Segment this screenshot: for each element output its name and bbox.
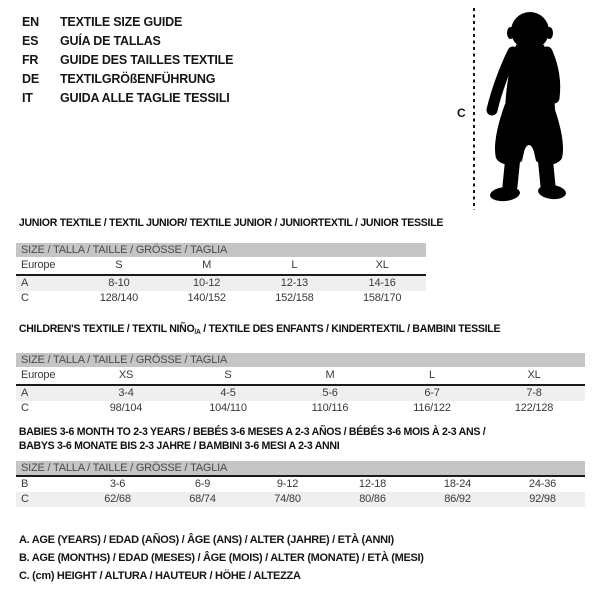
table-row xyxy=(16,386,585,401)
row-value: 152/158 xyxy=(275,292,314,304)
baby-silhouette-icon xyxy=(483,8,568,208)
row-value: 3-4 xyxy=(118,387,134,399)
row-value: 92/98 xyxy=(529,493,556,505)
table-row xyxy=(16,401,585,416)
row-label: Europe xyxy=(21,369,56,381)
row-label: C xyxy=(21,493,29,505)
footnote-a: A. AGE (YEARS) / EDAD (AÑOS) / ÂGE (ANS) / ALTER (JAHRE) / ETÀ (ANNI) xyxy=(19,534,394,546)
row-value: 140/152 xyxy=(187,292,226,304)
size-table-children xyxy=(16,318,585,416)
height-measure-dotted-line xyxy=(473,8,475,210)
language-row xyxy=(22,12,233,31)
language-code: EN xyxy=(22,14,39,29)
language-title: GUIDE DES TAILLES TEXTILE xyxy=(60,52,234,67)
table-title: JUNIOR TEXTILE / TEXTIL JUNIOR/ TEXTILE JUNIOR / JUNIORTEXTIL / JUNIOR TESSILE xyxy=(18,217,444,229)
language-title: TEXTILE SIZE GUIDE xyxy=(60,14,183,29)
row-value: 110/116 xyxy=(311,402,349,414)
height-measure-label: C xyxy=(457,106,466,120)
language-code: FR xyxy=(22,52,39,67)
language-title: TEXTILGRÖßENFÜHRUNG xyxy=(60,71,216,86)
table-rows xyxy=(16,367,585,416)
row-value: 9-12 xyxy=(276,478,299,490)
row-value: 128/140 xyxy=(99,292,139,304)
row-value: L xyxy=(291,259,298,271)
footnote-c: C. (cm) HEIGHT / ALTURA / HAUTEUR / HÖHE / ALTEZZA xyxy=(19,570,301,582)
size-header-bar: SIZE / TALLA / TAILLE / GRÖSSE / TAGLIA xyxy=(16,353,585,367)
language-code: IT xyxy=(22,90,33,105)
row-value: 98/104 xyxy=(109,402,143,414)
language-row xyxy=(22,69,233,88)
row-value: 24-36 xyxy=(528,478,557,490)
row-value: M xyxy=(202,259,212,271)
table-row xyxy=(16,477,585,492)
table-title: BABIES 3-6 MONTH TO 2-3 YEARS / BEBÉS 3-6 MESES A 2-3 AÑOS / BÉBÉS 3-6 MOIS À 2-3 ANS / BABYS 3-6 MONATE BIS 2-3 JAHRE / BAMBINI 3-6 MESI A 2-3 ANNI xyxy=(18,426,486,452)
row-value: 158/170 xyxy=(362,292,402,304)
language-code: DE xyxy=(22,71,39,86)
row-value: 6-9 xyxy=(194,478,211,490)
row-value: XS xyxy=(118,369,134,381)
row-value: 12-18 xyxy=(358,478,387,490)
row-label: Europe xyxy=(21,259,56,271)
row-value: 104/110 xyxy=(209,402,247,414)
row-value: 3-6 xyxy=(109,478,126,490)
row-value: 80/86 xyxy=(359,493,386,505)
language-list xyxy=(22,12,233,107)
row-label: B xyxy=(21,478,29,490)
row-value: 6-7 xyxy=(424,387,440,399)
footnote-b: B. AGE (MONTHS) / EDAD (MESES) / ÂGE (MOIS) / ALTER (MONATE) / ETÀ (MESI) xyxy=(19,552,424,564)
row-label: C xyxy=(21,292,29,304)
row-value: XL xyxy=(527,369,541,381)
size-table-babies xyxy=(16,421,585,507)
row-value: L xyxy=(429,369,435,381)
row-value: 86/92 xyxy=(444,493,471,505)
table-row xyxy=(16,257,426,274)
size-header-bar: SIZE / TALLA / TAILLE / GRÖSSE / TAGLIA xyxy=(16,461,585,475)
row-value: 68/74 xyxy=(189,493,216,505)
table-row xyxy=(16,367,585,384)
row-value: 12-13 xyxy=(280,277,308,289)
row-value: 7-8 xyxy=(526,387,542,399)
language-row xyxy=(22,50,233,69)
table-row xyxy=(16,276,426,291)
language-code: ES xyxy=(22,33,39,48)
table-rows xyxy=(16,475,585,507)
footnotes xyxy=(19,531,424,585)
row-label: A xyxy=(21,277,29,289)
row-label: C xyxy=(21,402,29,414)
size-table-junior xyxy=(16,212,444,306)
row-label: A xyxy=(21,387,29,399)
row-value: S xyxy=(115,259,123,271)
table-title: CHILDREN'S TEXTILE / TEXTIL $NIÑO_{/A}$ / TEXTILE DES ENFANTS / KINDERTEXTIL / BAMBINI TESSILE xyxy=(18,323,501,336)
language-row xyxy=(22,31,233,50)
table-row xyxy=(16,291,426,306)
row-value: 4-5 xyxy=(220,387,236,399)
row-value: 14-16 xyxy=(368,277,396,289)
table-row xyxy=(16,492,585,507)
row-value: M xyxy=(325,369,335,381)
row-value: 8-10 xyxy=(108,277,130,289)
row-value: 74/80 xyxy=(274,493,301,505)
language-title: GUIDA ALLE TAGLIE TESSILI xyxy=(60,90,230,105)
row-value: S xyxy=(224,369,232,381)
row-value: XL xyxy=(375,259,389,271)
row-value: 122/128 xyxy=(514,402,554,414)
row-value: 62/68 xyxy=(104,493,131,505)
language-row xyxy=(22,88,233,107)
row-value: 10-12 xyxy=(193,277,221,289)
table-rows xyxy=(16,257,426,306)
row-value: 18-24 xyxy=(443,478,472,490)
size-header-bar: SIZE / TALLA / TAILLE / GRÖSSE / TAGLIA xyxy=(16,243,426,257)
row-value: 116/122 xyxy=(413,402,451,414)
language-title: GUÍA DE TALLAS xyxy=(60,33,161,48)
row-value: 5-6 xyxy=(322,387,338,399)
